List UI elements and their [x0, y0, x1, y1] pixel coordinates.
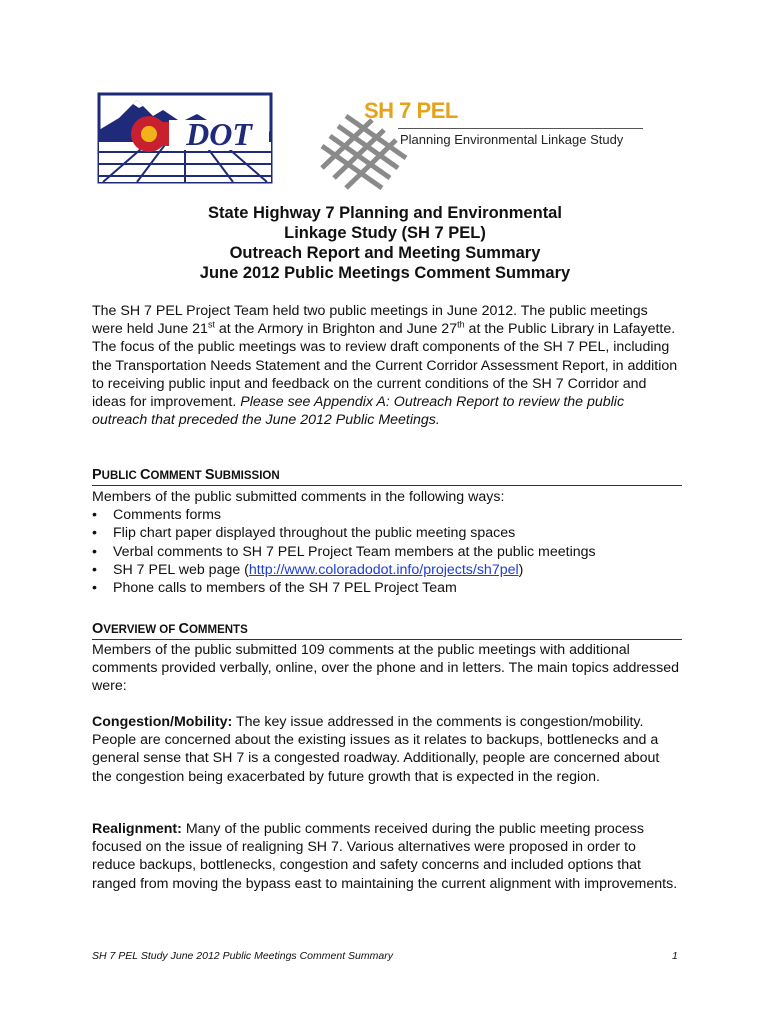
realignment-paragraph: [92, 820, 682, 893]
submission-list: [92, 506, 682, 597]
title-line-1: State Highway 7 Planning and Environmental: [208, 204, 562, 222]
pel-logo-title: SH 7 PEL: [364, 98, 458, 123]
congestion-text: The key issue addressed in the comments is congestion/mobility. People are concerned about the existing issues as it relates to backups, bottlenecks and a general sense that SH 7 is a congested roadway. Additionally, people are concerned about the congestion being exacerbated by future growth that is expected in the region.: [92, 714, 660, 785]
page-number: 1: [672, 950, 678, 962]
intro-sup-st: st: [207, 319, 215, 330]
intro-paragraph: [92, 302, 682, 429]
list-item: • Flip chart paper displayed throughout the public meeting spaces: [92, 524, 682, 542]
congestion-paragraph: [92, 713, 682, 786]
public-comment-section: [92, 488, 682, 597]
list-item: • Verbal comments to SH 7 PEL Project Team members at the public meetings: [92, 543, 682, 561]
pel-logo-rule: [398, 128, 643, 129]
overview-heading: OVERVIEW OF COMMENTS: [92, 620, 682, 640]
document-title: [92, 203, 678, 283]
public-comment-heading: PUBLIC COMMENT SUBMISSION: [92, 466, 682, 486]
public-comment-lead: Members of the public submitted comments in the following ways:: [92, 489, 505, 505]
cdot-logo: [97, 92, 273, 184]
intro-text-b: at the Armory in Brighton and June 27: [214, 321, 458, 338]
list-item: • SH 7 PEL web page (http://www.coloradodot.info/projects/sh7pel): [92, 561, 682, 579]
realignment-text: Many of the public comments received during the public meeting process focused on the issue of realigning SH 7. Various alternatives were proposed in order to reduce backups, bottlenecks, congestion and safety concerns and included options that ranged from moving the bypass east to maintaining the current alignment with improvements.: [92, 821, 678, 892]
intro-appendix-note: Please see Appendix A: Outreach Report to review the public outreach that preceded the June 2012 Public Meetings.: [92, 394, 625, 429]
title-line-2: Linkage Study (SH 7 PEL): [284, 224, 486, 242]
realignment-label: Realignment:: [92, 821, 182, 837]
cdot-logo-text: DOT: [186, 116, 252, 152]
footer-title: SH 7 PEL Study June 2012 Public Meetings Comment Summary: [92, 950, 393, 962]
list-item: • Comments forms: [92, 506, 682, 524]
pel-logo-subtitle: Planning Environmental Linkage Study: [400, 132, 624, 147]
intro-sup-th: th: [457, 319, 465, 330]
title-line-3: Outreach Report and Meeting Summary: [229, 244, 541, 262]
overview-lead: Members of the public submitted 109 comments at the public meetings with additional comments provided verbally, online, over the phone and in letters. The main topics addressed were:: [92, 642, 680, 695]
list-item: • Phone calls to members of the SH 7 PEL Project Team: [92, 579, 682, 597]
intro-text-a: The SH 7 PEL Project Team held two public meetings in June 2012. The public meetings were held June 21: [92, 303, 648, 338]
congestion-label: Congestion/Mobility:: [92, 714, 233, 730]
title-line-4: June 2012 Public Meetings Comment Summary: [199, 264, 571, 282]
intro-text-c: at the Public Library in Lafayette. The focus of the public meetings was to review draft components of the SH 7 PEL, including the Transportation Needs Statement and the Current Corridor Assessment Report, in addition to receiving public input and feedback on the current conditions of the SH 7 Corridor and ideas for improvement.: [92, 321, 678, 411]
sh7pel-web-link[interactable]: http://www.coloradodot.info/projects/sh7pel: [248, 561, 519, 578]
